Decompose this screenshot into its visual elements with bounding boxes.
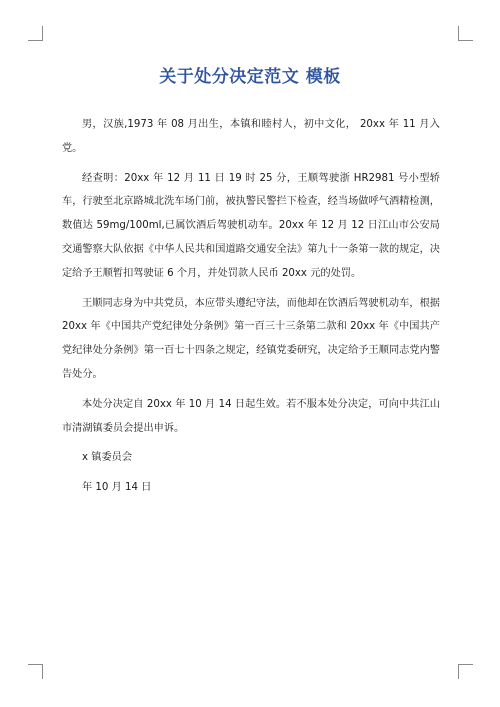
crop-mark-bottom-right	[458, 664, 473, 679]
document-body	[62, 113, 440, 506]
crop-mark-top-left	[28, 26, 43, 41]
paragraph-effective-date: 本处分决定自 20xx 年 10 月 14 日起生效。若不服本处分决定，可向中共江山市清湖镇委员会提出申诉。	[62, 398, 440, 434]
paragraph-personal-info: 男，汉族,1973 年 08 月出生，本镇和睦村人，初中文化， 20xx 年 11 月入党。	[62, 119, 440, 154]
paragraph-findings: 经查明：20xx 年 12 月 11 日 19 时 25 分，王顺驾驶浙 HR2981 号小型轿车，行驶至北京路城北洗车场门前，被执警民警拦下检查，经当场做呼气酒精检测，数值达 59mg/100ml,已属饮酒后驾驶机动车。20xx 年 12 月 12 日江山市公安局交通警察大队依据《中华人民共和国道路交通安全法》第九十一条第一款的规定，决定给予王顺暂扣驾驶证 6 个月，并处罚款人民币 20xx 元的处罚。	[62, 172, 440, 279]
signature-date: 年 10 月 14 日	[82, 482, 152, 494]
crop-mark-top-right	[458, 26, 473, 41]
document-title: 关于处分决定范文 模板	[159, 67, 341, 87]
signature-committee: x 镇委员会	[82, 452, 133, 464]
paragraph-decision: 王顺同志身为中共党员，本应带头遵纪守法，而他却在饮酒后驾驶机动车，根据20xx 年《中国共产党纪律处分条例》第一百三十三条第二款和 20xx 年《中国共产党纪律处分条例》第一百七十四条之规定，经镇党委研究，决定给予王顺同志党内警告处分。	[62, 297, 440, 380]
crop-mark-bottom-left	[28, 664, 43, 679]
